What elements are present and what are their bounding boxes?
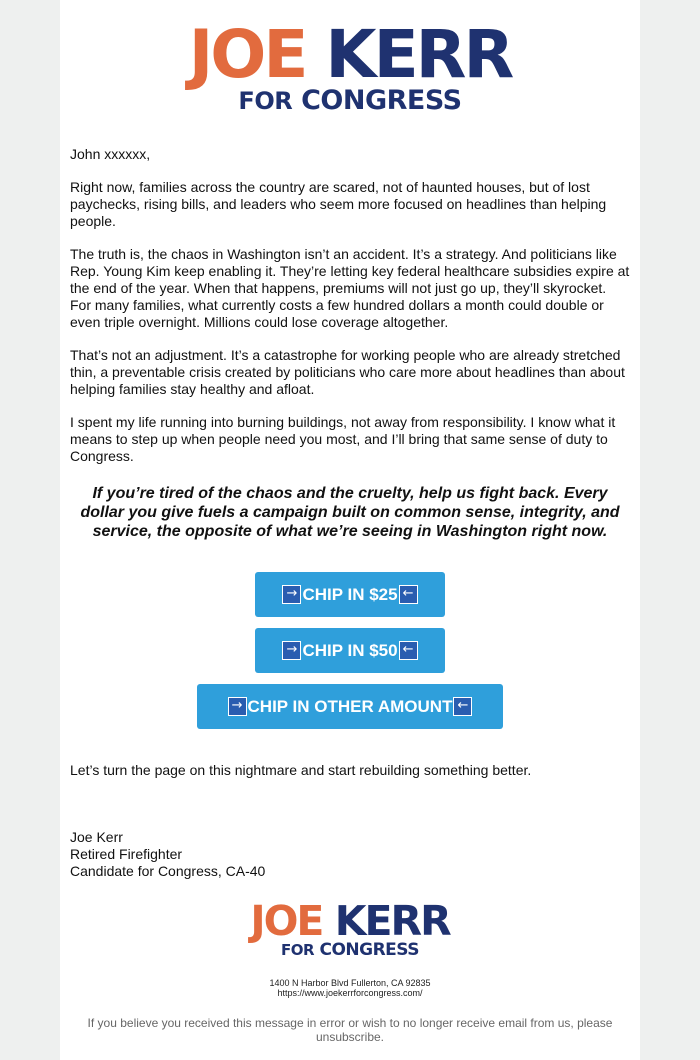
logo-last-name: KERR <box>334 897 450 945</box>
paragraph-1: Right now, families across the country are scared, not of haunted houses, but of lost paychecks, rising bills, and leaders who seem more focused on headlines than helping people. <box>70 179 607 229</box>
logo-tagline <box>60 86 640 116</box>
closing-line: Let’s turn the page on this nightmare and start rebuilding something better. <box>70 762 532 778</box>
signature-name: Joe Kerr <box>70 829 123 845</box>
logo-first-name: JOE <box>188 16 306 93</box>
website-link[interactable]: https://www.joekerrforcongress.com/ <box>277 988 423 998</box>
chip-in-50-label: CHIP IN $50 <box>302 640 398 660</box>
arrow-right-icon: → <box>282 585 301 604</box>
chip-in-25-label: CHIP IN $25 <box>302 584 398 604</box>
arrow-left-icon: ← <box>453 697 472 716</box>
logo-for: FOR <box>280 941 315 959</box>
campaign-logo-footer <box>60 897 640 960</box>
chip-in-other-label: CHIP IN OTHER AMOUNT <box>247 696 453 716</box>
campaign-logo-header <box>60 16 640 116</box>
arrow-right-icon: → <box>228 697 247 716</box>
logo-office: CONGRESS <box>301 85 462 116</box>
chip-in-50-button[interactable] <box>255 628 445 673</box>
mailing-address <box>60 978 640 998</box>
signature-block <box>70 829 370 880</box>
signature-role: Candidate for Congress, CA-40 <box>70 863 266 879</box>
logo-name <box>60 897 640 945</box>
logo-last-name: KERR <box>325 16 512 93</box>
greeting: John xxxxxx, <box>70 146 151 162</box>
donation-callout: If you’re tired of the chaos and the cruelty, help us fight back. Every dollar you give fuels a campaign built on common sense, integrity, and service, the opposite of what we’re seeing in Washington right now. <box>80 485 620 540</box>
email-body <box>60 0 640 1060</box>
arrow-left-icon: ← <box>399 585 418 604</box>
logo-name <box>60 16 640 93</box>
paragraph-2: The truth is, the chaos in Washington isn’t an accident. It’s a strategy. And politicians like Rep. Young Kim keep enabling it. They’re letting key federal healthcare subsidies expire at the end of the year. When that happens, premiums will not just go up, they’ll skyrocket. For many families, what currently costs a few hundred dollars a month could double or even triple overnight. Millions could lose coverage altogether. <box>70 246 630 330</box>
unsubscribe-notice[interactable]: If you believe you received this message in error or wish to no longer receive email from us, please unsubscribe. <box>87 1016 613 1044</box>
logo-office: CONGRESS <box>319 940 420 960</box>
logo-for: FOR <box>238 87 293 115</box>
chip-in-other-amount-button[interactable] <box>197 684 503 729</box>
signature-title: Retired Firefighter <box>70 846 183 862</box>
street-address: 1400 N Harbor Blvd Fullerton, CA 92835 <box>269 978 431 988</box>
paragraph-3: That’s not an adjustment. It’s a catastrophe for working people who are already stretched thin, a preventable crisis created by politicians who care more about headlines than about helping families stay healthy and afloat. <box>70 347 625 397</box>
paragraph-4: I spent my life running into burning buildings, not away from responsibility. I know what it means to step up when people need you most, and I’ll bring that same sense of duty to Congress. <box>70 414 616 464</box>
arrow-left-icon: ← <box>399 641 418 660</box>
letter-body <box>70 146 630 481</box>
arrow-right-icon: → <box>282 641 301 660</box>
chip-in-25-button[interactable] <box>255 572 445 617</box>
logo-tagline <box>60 941 640 960</box>
logo-first-name: JOE <box>250 897 323 945</box>
